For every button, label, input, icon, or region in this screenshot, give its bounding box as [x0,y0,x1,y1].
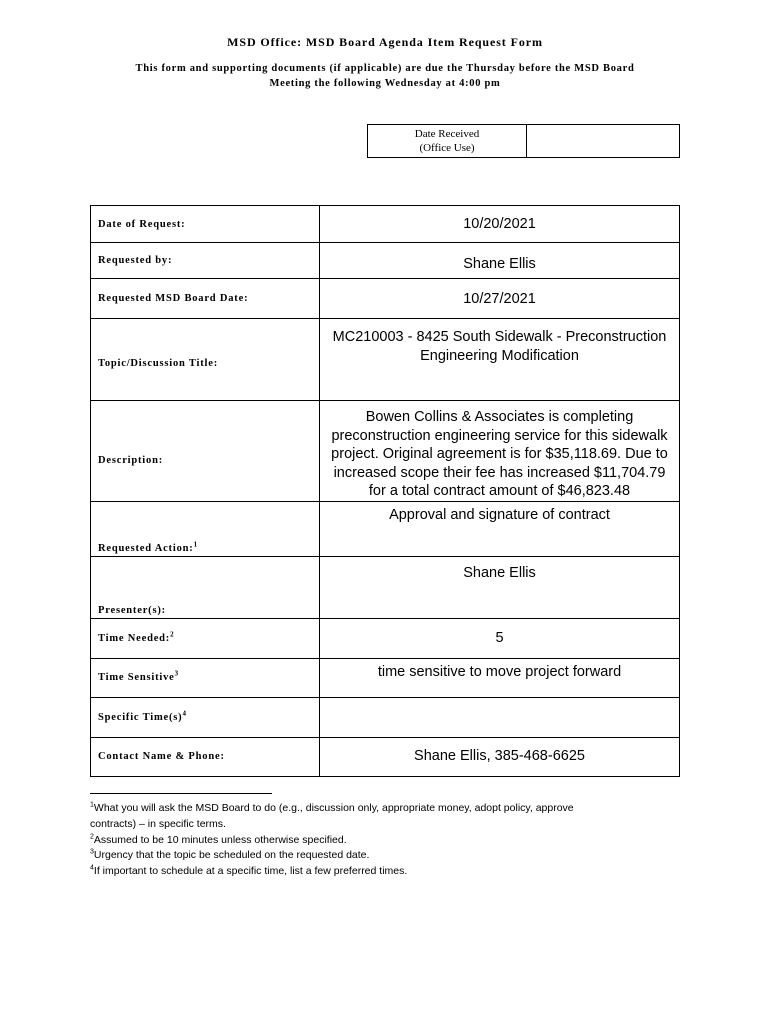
form-title: MSD Office: MSD Board Agenda Item Request Form [227,35,543,49]
footnote-1-line-2: contracts) – in specific terms. [90,817,226,830]
presenters-label: Presenter(s): [91,556,320,618]
requested-action-value[interactable]: Approval and signature of contract [320,501,680,556]
row-presenters [91,556,680,618]
footnote-3-number: 3 [90,848,94,856]
row-contact [91,737,680,776]
footnote-1 [90,801,650,817]
topic-value-line-2: Engineering Modification [420,347,579,364]
specific-times-value[interactable] [320,697,680,737]
row-time-needed [91,618,680,658]
footnote-divider [90,793,272,794]
description-line-3: project. Original agreement is for $35,118.69. Due to [331,446,668,462]
footnotes [90,801,650,880]
date-received-field[interactable] [527,125,680,158]
row-description [91,401,680,502]
row-requested-by [91,243,680,279]
topic-value-line-1: MC210003 - 8425 South Sidewalk - Preconstruction [332,329,667,345]
footnote-4-text: If important to schedule at a specific time, list a few preferred times. [93,865,408,878]
date-of-request-value[interactable]: 10/20/2021 [320,206,680,243]
presenters-value[interactable]: Shane Ellis [320,556,680,618]
description-line-5: for a total contract amount of $46,823.48 [368,483,631,499]
row-date-of-request [91,206,680,243]
time-sensitive-label-text: Time Sensitive [98,672,175,683]
footnote-ref-3: 3 [174,669,179,678]
footnote-2-number: 2 [90,833,94,841]
description-line-4: increased scope their fee has increased $11,704.79 [333,464,666,481]
topic-label: Topic/Discussion Title: [91,319,320,401]
footnote-ref-4: 4 [182,709,187,717]
description-line-2: preconstruction engineering service for this sidewalk [331,427,668,444]
board-date-label: Requested MSD Board Date: [91,279,320,319]
contact-label: Contact Name & Phone: [91,737,320,776]
time-sensitive-value[interactable]: time sensitive to move project forward [320,658,680,697]
footnote-ref-2: 2 [170,630,175,638]
contact-value[interactable]: Shane Ellis, 385-468-6625 [320,737,680,776]
footnote-1-number: 1 [90,801,94,809]
requested-by-value[interactable]: Shane Ellis [320,243,680,279]
row-specific-times [91,697,680,737]
footnote-2-text: Assumed to be 10 minutes unless otherwise specified. [93,833,347,846]
date-received-box [367,124,680,158]
date-received-label-line-2: (Office Use) [419,142,475,154]
footnote-1-line-1: What you will ask the MSD Board to do (e.g., discussion only, appropriate money, adopt policy, approve [93,802,574,814]
description-value[interactable] [320,401,680,502]
description-label: Description: [91,401,320,502]
row-time-sensitive [91,658,680,697]
row-board-date [91,279,680,319]
date-received-label [368,125,527,158]
footnote-4 [90,864,650,880]
footnote-ref-1: 1 [193,540,198,548]
footnote-2 [90,833,650,849]
date-of-request-label: Date of Request: [91,206,320,243]
form-subtitle [80,61,690,91]
request-form-table [90,205,680,777]
footnote-3 [90,848,650,864]
subtitle-line-1: This form and supporting documents (if applicable) are due the Thursday before the MSD Board [135,63,635,74]
requested-by-label: Requested by: [91,243,320,279]
board-date-value[interactable]: 10/27/2021 [320,279,680,319]
topic-value[interactable] [320,319,680,401]
subtitle-line-2: Meeting the following Wednesday at 4:00 pm [269,78,501,89]
time-needed-label-text: Time Needed: [98,632,171,644]
specific-times-label-text: Specific Time(s) [98,711,183,723]
requested-action-label [91,501,320,556]
time-sensitive-label [91,658,320,697]
description-line-1: Bowen Collins & Associates is completing [365,409,634,425]
time-needed-value[interactable]: 5 [320,618,680,658]
row-topic [91,319,680,401]
footnote-3-text: Urgency that the topic be scheduled on the requested date. [93,849,370,862]
specific-times-label [91,697,320,737]
requested-action-label-text: Requested Action: [98,542,194,554]
time-needed-label [91,618,320,658]
footnote-4-number: 4 [90,864,94,872]
date-received-label-line-1: Date Received [414,128,480,140]
row-requested-action [91,501,680,556]
